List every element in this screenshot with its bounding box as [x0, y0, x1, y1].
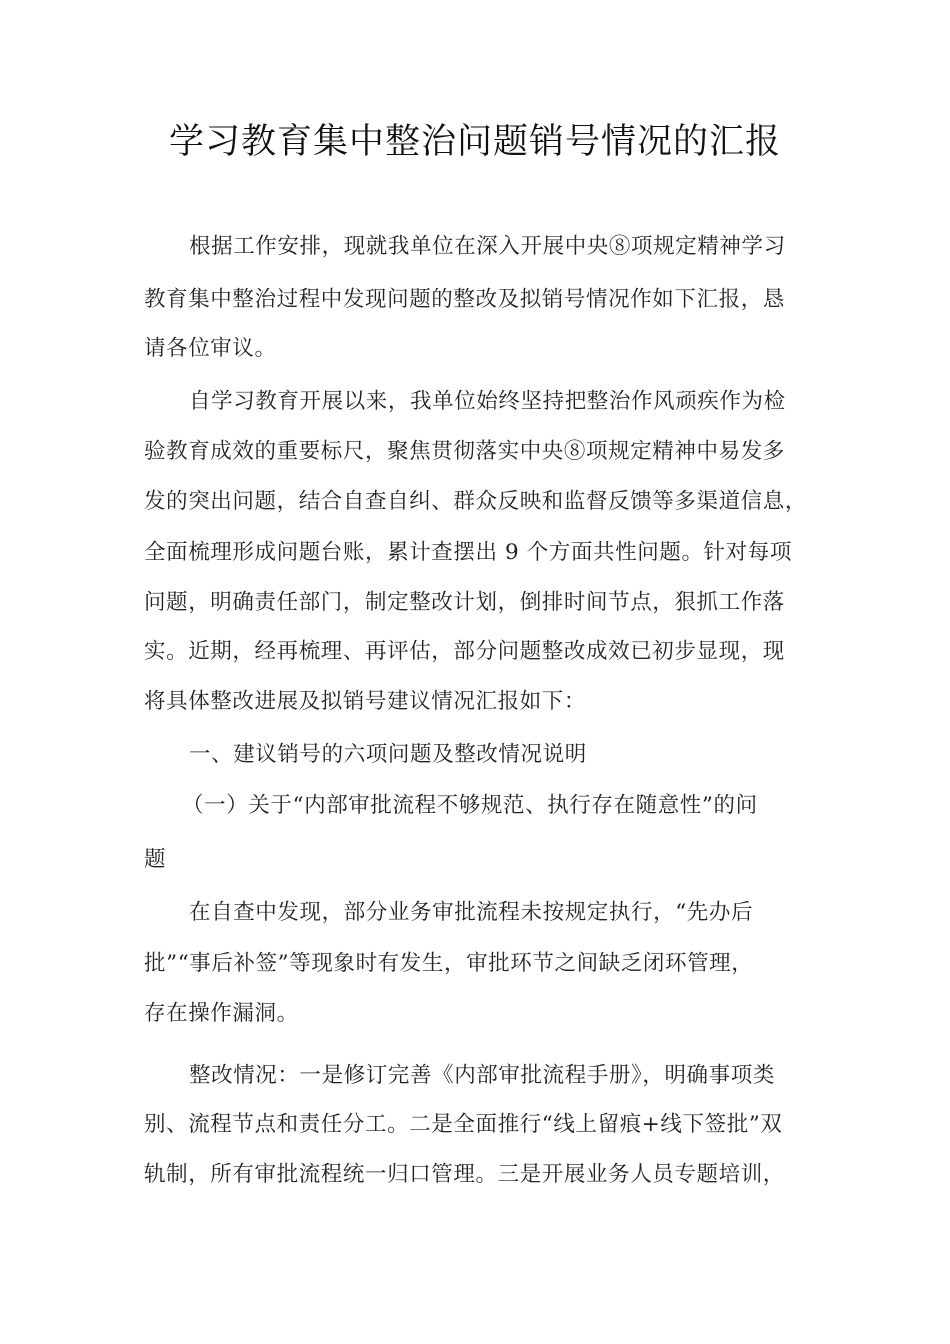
- issue-description-line-1: 在自查中发现，部分业务审批流程未按规定执行，“先办后: [189, 900, 754, 925]
- paragraph-1-line-1: 根据工作安排，现就我单位在深入开展中央⑧项规定精神学习: [189, 234, 786, 259]
- issue-description-line-2: 批”“事后补签”等现象时有发生，审批环节之间缺乏闭环管理，: [144, 951, 754, 976]
- paragraph-1-line-3: 请各位审议。: [144, 336, 277, 361]
- paragraph-2-line-2: 验教育成效的重要标尺，聚焦贯彻落实中央⑧项规定精神中易发多: [144, 439, 785, 464]
- paragraph-2-line-5: 问题，明确责任部门，制定整改计划，倒排时间节点，狠抓工作落: [144, 590, 785, 615]
- paragraph-2-line-7: 将具体整改进展及拟销号建议情况汇报如下：: [144, 689, 587, 714]
- subsection-heading-1-line-2: 题: [144, 847, 167, 872]
- paragraph-2-line-6: 实。近期，经再梳理、再评估，部分问题整改成效已初步显现，现: [144, 639, 785, 664]
- document-title: 学习教育集中整治问题销号情况的汇报: [168, 122, 781, 162]
- issue-description-line-3: 存在操作漏洞。: [144, 1001, 299, 1026]
- rectification-line-2: 别、流程节点和责任分工。二是全面推行“线上留痕+线下签批”双: [144, 1112, 783, 1137]
- paragraph-1-line-2: 教育集中整治过程中发现问题的整改及拟销号情况作如下汇报，恳: [144, 287, 785, 312]
- section-heading-1: 一、建议销号的六项问题及整改情况说明: [189, 742, 587, 767]
- rectification-line-3: 轨制，所有审批流程统一归口管理。三是开展业务人员专题培训，: [144, 1162, 785, 1187]
- paragraph-2-line-4: 全面梳理形成问题台账，累计查摆出 9 个方面共性问题。针对每项: [144, 540, 792, 565]
- rectification-line-1: 整改情况：一是修订完善《内部审批流程手册》，明确事项类: [189, 1063, 775, 1088]
- paragraph-2-line-3: 发的突出问题，结合自查自纠、群众反映和监督反馈等多渠道信息，: [144, 489, 808, 514]
- subsection-heading-1-line-1: （一）关于“内部审批流程不够规范、执行存在随意性”的问: [182, 793, 758, 818]
- paragraph-2-line-1: 自学习教育开展以来，我单位始终坚持把整治作风顽疾作为检: [189, 389, 786, 414]
